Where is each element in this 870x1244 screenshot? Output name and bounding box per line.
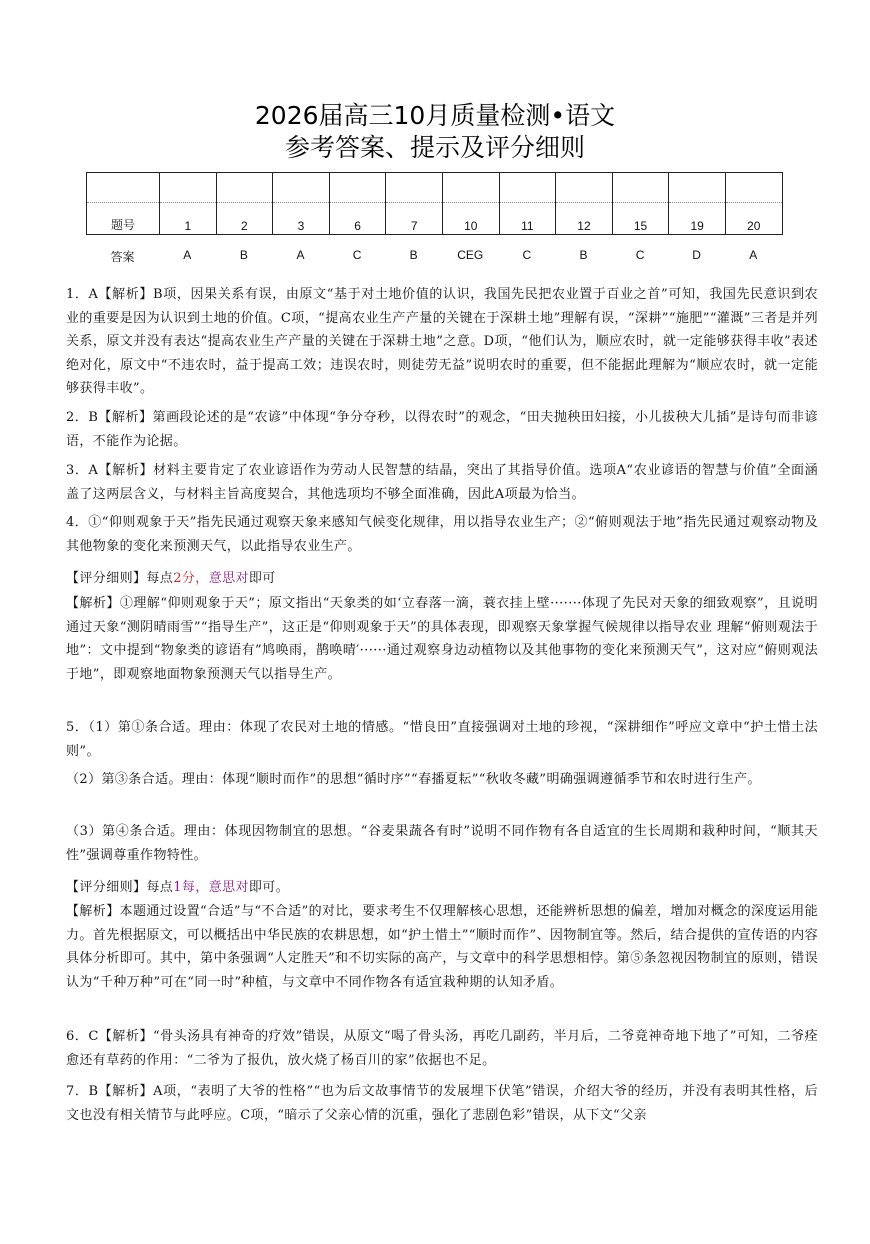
answer-value: B: [409, 248, 418, 262]
question-number: 1: [160, 203, 217, 235]
explanation-q3: 3．A【解析】材料主要肯定了农业谚语作为劳动人民智慧的结晶，突出了其指导价值。选项A“农业谚语的智慧与价值”全面涵盖了这两层含义，与材料主旨高度契合，其他选项均不够全面准确，因此A项最为恰当。: [66, 463, 818, 502]
scoring-suffix: 即可: [248, 571, 276, 586]
scoring-value: 1每，: [173, 880, 209, 895]
question-number: 7: [386, 203, 443, 235]
scoring-keyword: 意思对: [208, 880, 249, 895]
answer-value: D: [692, 248, 701, 262]
answer-value: A: [749, 248, 758, 262]
answer-table-question-row: [87, 203, 783, 235]
scoring-prefix: 【评分细则】每点: [66, 571, 174, 586]
question-number: 19: [669, 203, 726, 235]
explanation-q1: 1．A【解析】B项，因果关系有误，由原文“基于对土地价值的认识，我国先民把农业置于百业之首”可知，我国先民意识到农业的重要是因为认识到土地的价值。C项，“提高农业生产产量的关键在于深耕土地”理解有误，“深耕”“施肥”“灌溉”三者是并列关系，原文并没有表达“提高农业生产产量的关键在于深耕土地”之意。D项，“他们认为，顺应农时，就一定能够获得丰收”表述绝对化，原文中“不违农时，益于提高工效；违误农时，则徒劳无益”说明农时的重要，但不能据此理解为“顺应农时，就一定能够获得丰收”。: [66, 287, 818, 397]
answer-q5-part2: （2）第③条合适。理由：体现“顺时而作”的思想“循时序”“春播夏耘”“秋收冬藏”明确强调遵循季节和农时进行生产。: [66, 772, 761, 787]
scoring-suffix: 即可。: [248, 880, 290, 895]
scoring-keyword: 意思对: [208, 571, 249, 586]
scoring-prefix: 【评分细则】每点: [66, 880, 174, 895]
explanation-q6: 6．C【解析】“骨头汤具有神奇的疗效”错误，从原文“喝了骨头汤，再吃几副药，半月后，二爷竟神奇地下地了”可知，二爷痊愈还有草药的作用：“二爷为了报仇，放火烧了杨百川的家”依据也不足。: [66, 1029, 818, 1068]
question-number: 6: [329, 203, 386, 235]
answer-row: [86, 248, 782, 268]
scoring-rule-q4: [66, 567, 818, 591]
question-number: 12: [556, 203, 613, 235]
explanation-q4: 【解析】①理解“仰则观象于天”；原文指出“天象类的如‘立春落一滴，蓑衣挂上壁·······体现了先民对天象的细致观察”，且说明通过天象“测阴晴雨雪”“指导生产”，这正是“仰则观象于天”的具体表现，即观察天象掌握气候规律以指导农业 理解“俯则观法于地”：文中提到“物象类的谚语有”鸠唤雨，鹊唤晴′······通过观察身边动植物以及其他事物的变化来预测天气”，这对应“俯则观法于地”，即观察地面物象预测天气以指导生产。: [66, 596, 818, 682]
answer-value: A: [296, 248, 305, 262]
answer-value: CEG: [457, 248, 484, 262]
question-number: 10: [442, 203, 499, 235]
answer-value: C: [635, 248, 645, 262]
question-number: 2: [216, 203, 273, 235]
explanation-q7: 7．B【解析】A项，“表明了大爷的性格”“也为后文故事情节的发展埋下伏笔”错误，介绍大爷的经历，并没有表明其性格，后文也没有相关情节与此呼应。C项，“暗示了父亲心情的沉重，强化了悲剧色彩”错误，从下文“父亲: [66, 1084, 818, 1123]
answer-value: C: [522, 248, 532, 262]
answer-q4: 4．①“仰则观象于天”指先民通过观察天象来感知气候变化规律，用以指导农业生产；②“俯则观法于地”指先民通过观察动物及其他物象的变化来预测天气，以此指导农业生产。: [66, 515, 818, 554]
question-number: 3: [273, 203, 330, 235]
page-title-line2: 参考答案、提示及评分细则: [284, 133, 585, 162]
scoring-value: 2分，: [173, 571, 209, 586]
scoring-rule-q5: [66, 876, 818, 900]
answer-value: B: [239, 248, 248, 262]
answer-table: [86, 172, 783, 235]
explanation-q2: 2．B【解析】第画段论述的是“农谚”中体现“争分夺秒，以得农时”的观念，“田夫抛秧田妇接，小儿拔秧大儿插”是诗句而非谚语，不能作为论据。: [66, 410, 818, 449]
answer-q5-part3: （3）第④条合适。理由：体现因物制宜的思想。“谷麦果蔬各有时”说明不同作物有各自适宜的生长周期和栽种时间，“顺其天性”强调尊重作物特性。: [66, 824, 818, 863]
question-number: 20: [725, 203, 782, 235]
question-number: 11: [499, 203, 556, 235]
answer-row-label: 答案: [110, 250, 135, 264]
explanation-q5: 【解析】本题通过设置“合适”与“不合适”的对比，要求考生不仅理解核心思想，还能辨析思想的偏差，增加对概念的深度运用能力。首先根据原文，可以概括出中华民族的农耕思想，如“护土惜土”“顺时而作”、因物制宜等。然后，结合提供的宣传语的内容具体分析即可。其中，第中条强调“人定胜天”和不切实际的高产，与文章中的科学思想相悖。第⑤条忽视因物制宜的原则，错误认为“千种万种”可在“同一时”种植，与文章中不同作物各有适宜栽种期的认知矛盾。: [66, 904, 818, 990]
question-row-label: 题号: [87, 203, 160, 235]
answer-value: A: [183, 248, 192, 262]
answer-q5-part1: 5．（1）第①条合适。理由：体现了农民对土地的情感。“惜良田”直接强调对土地的珍视，“深耕细作”呼应文章中“护土惜土法则”。: [66, 720, 818, 759]
answer-value: B: [579, 248, 588, 262]
page-title-line1: 2026届高三10月质量检测•语文: [254, 101, 616, 130]
answer-table-blank-row: [87, 173, 783, 203]
answer-value: C: [352, 248, 362, 262]
question-number: 15: [612, 203, 669, 235]
